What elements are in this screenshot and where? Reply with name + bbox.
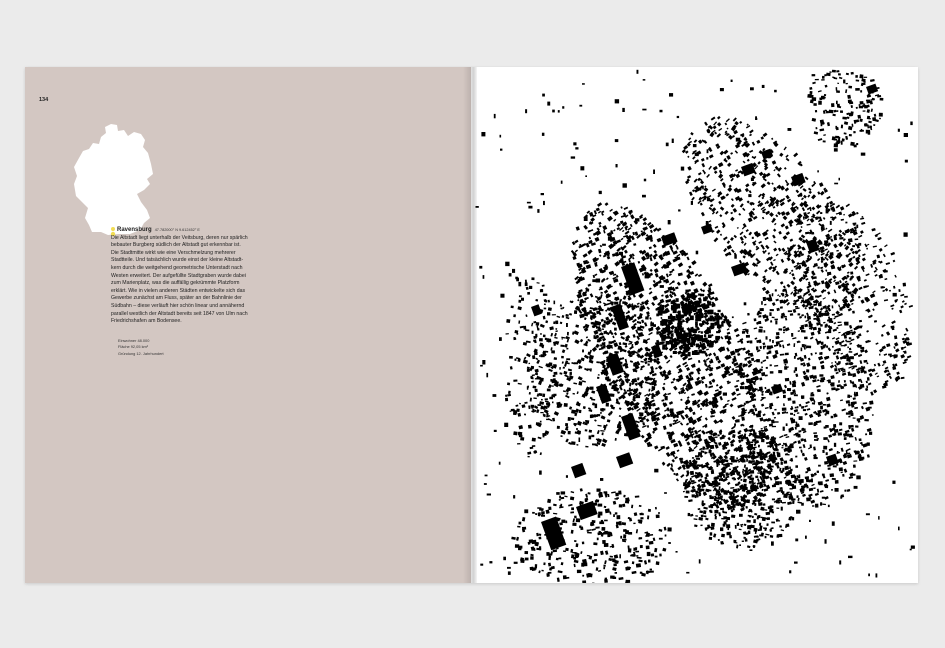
left-page	[25, 67, 471, 583]
entry-title	[111, 227, 291, 235]
right-page	[471, 67, 918, 583]
city-marker-icon	[111, 227, 115, 231]
body-text-line: Die Altstadt liegt unterhalb der Veitsburg, deren nur spärlich	[111, 234, 248, 241]
body-text-line: kern durch die weitgehend geometrische Unterstadt nach	[111, 264, 243, 271]
body-text-line: erklärt. Wie in vielen anderen Städten entwickelte sich das	[111, 287, 246, 294]
body-text-line: Gewerbe zunächst am Fluss, später an der Bahnlinie der	[111, 295, 242, 302]
germany-map-icon	[71, 122, 161, 240]
city-facts	[118, 338, 258, 357]
page-number: 134	[39, 97, 49, 103]
body-text-line: Die Stadtmitte wirkt wie eine Verschmelzung mehrerer	[111, 249, 236, 256]
city-entry	[111, 227, 291, 326]
figure-ground-map	[471, 67, 918, 583]
fact-population: Einwohner 48.000	[118, 338, 150, 343]
body-text-line: parallel westlich der Altstadt bereits seit 1847 von Ulm nach	[111, 310, 248, 317]
fact-founding: Gründung 12. Jahrhundert	[118, 350, 164, 356]
book-gutter	[463, 67, 477, 583]
body-text-line: Südbahn – diese verläuft hier schön linear und annähernd	[111, 302, 245, 309]
body-text-line: Friedrichshafen am Bodensee.	[111, 318, 182, 325]
book-spread	[25, 67, 918, 583]
body-text-line: bebauter Burgberg südlich der Altstadt gut erkennbar ist.	[111, 242, 241, 249]
city-coordinates: 47.782000° N 9.612452° E	[154, 228, 200, 232]
building-footprints	[476, 70, 915, 583]
city-name: Ravensburg	[117, 227, 152, 233]
body-text-line: Stadtteile. Und tatsächlich wurde einst der kleine Altstadt-	[111, 257, 244, 264]
body-text-line: Westen erweitert. Der aufgefüllte Stadtgraben wurde dabei	[111, 272, 246, 279]
body-text-line: zum Marienplatz, was die auffällig gekrümmte Platzform	[111, 280, 240, 287]
fact-area: Fläche 92,05 km²	[118, 344, 149, 350]
